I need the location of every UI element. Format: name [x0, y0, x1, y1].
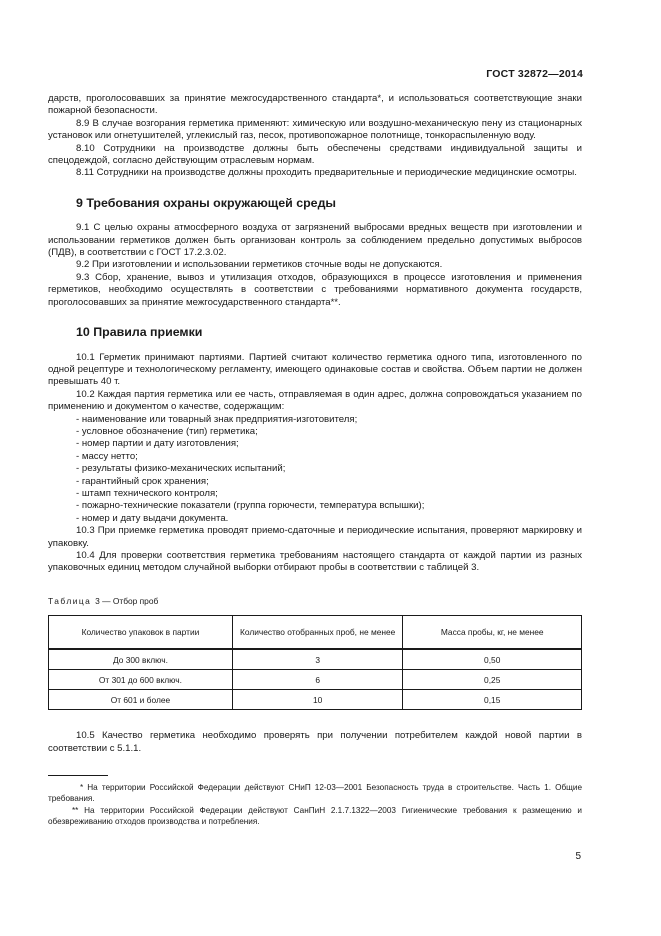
table-cell: 3: [232, 649, 403, 670]
paragraph: 9.3 Сбор, хранение, вывоз и утилизация отходов, образующихся в процессе изготовления и применения герметиков, необходимо осуществлять в соответствии с требованиями нормативного документа государств, проголосовавших за принятие межгосударственного стандарта**.: [48, 271, 582, 308]
page-number: 5: [575, 851, 581, 862]
paragraph: 8.10 Сотрудники на производстве должны быть обеспечены средствами индивидуальной защиты и спецодеждой, согласно действующим отраслевым нормам.: [48, 142, 582, 167]
table-cell: От 301 до 600 включ.: [49, 670, 233, 690]
paragraph: 9.2 При изготовлении и использовании герметиков сточные воды не допускаются.: [76, 259, 443, 271]
footnote: ** На территории Российской Федерации действуют СанПиН 2.1.7.1322—2003 Гигиенические требования к размещению и обезвреживанию отходов производства и потребления.: [48, 805, 582, 827]
footnote-divider: [48, 775, 108, 776]
table-row: [49, 649, 582, 670]
paragraph: 8.11 Сотрудники на производстве должны проходить предварительные и периодические медицинские осмотры.: [76, 167, 577, 179]
paragraph: 9.1 С целью охраны атмосферного воздуха от загрязнений выбросами вредных веществ при изготовлении и использовании герметиков должен быть организован контроль за соблюдением предельно допустимых выбросов (ПДВ), в соответствии с ГОСТ 17.2.3.02.: [48, 222, 582, 259]
list-item: - условное обозначение (тип) герметика;: [76, 425, 258, 437]
list-item: - пожарно-технические показатели (группа горючести, температура вспышки);: [76, 500, 425, 512]
table-header-cell: Масса пробы, кг, не менее: [403, 616, 582, 650]
list-item: - наименование или товарный знак предприятия-изготовителя;: [76, 413, 358, 425]
table-caption-label: Таблица: [48, 595, 92, 606]
table-cell: 0,50: [403, 649, 582, 670]
list-item: - штамп технического контроля;: [76, 487, 218, 499]
section-9-heading: 9 Требования охраны окружающей среды: [76, 195, 337, 210]
paragraph: 10.4 Для проверки соответствия герметика требованиям настоящего стандарта от каждой партии из разных упаковочных единиц методом случайной выборки отбирают пробы в соответствии с таблицей 3.: [48, 550, 582, 574]
table-cell: До 300 включ.: [49, 649, 233, 670]
sampling-table: [48, 615, 582, 710]
table-row: [49, 690, 582, 710]
list-item: - номер партии и дату изготовления;: [76, 438, 239, 450]
paragraph: 10.5 Качество герметика необходимо проверять при получении потребителем каждой новой партии в соответствии с 5.1.1.: [48, 730, 582, 754]
paragraph: 8.9 В случае возгорания герметика применяют: химическую или воздушно-механическую пену из стационарных установок или огнетушителей, углекислый газ, песок, противопожарное полотнище, тонкораспыленную воду.: [48, 117, 582, 142]
paragraph: 10.3 При приемке герметика проводят приемо-сдаточные и периодические испытания, проверяют маркировку и упаковку.: [48, 525, 582, 549]
footnote: * На территории Российской Федерации действуют СНиП 12-03—2001 Безопасность труда в строительстве. Часть 1. Общие требования.: [48, 783, 582, 804]
list-item: - гарантийный срок хранения;: [76, 475, 209, 487]
table-cell: 0,15: [403, 690, 582, 710]
table-cell: От 601 и более: [49, 690, 233, 710]
paragraph: 10.2 Каждая партия герметика или ее часть, отправляемая в один адрес, должна сопровождаться указанием по применению и документом о качестве, содержащим:: [48, 388, 582, 413]
table-cell: 0,25: [403, 670, 582, 690]
table-caption-title: 3 — Отбор проб: [95, 595, 159, 606]
standard-header: ГОСТ 32872—2014: [486, 68, 583, 80]
table-header-cell: Количество упаковок в партии: [49, 616, 233, 650]
list-item: - номер и дату выдачи документа.: [76, 512, 229, 524]
table-row: [49, 670, 582, 690]
table-cell: 6: [232, 670, 403, 690]
paragraph: 10.1 Герметик принимают партиями. Партией считают количество герметика одного типа, изготовленного по одной рецептуре и технологическому регламенту, имеющего одинаковые состав и свойства. Объем партии не должен превышать 40 т.: [48, 351, 582, 388]
paragraph: дарств, проголосовавших за принятие межгосударственного стандарта*, и использоваться соответствующие знаки пожарной безопасности.: [48, 93, 582, 117]
table-header-row: [49, 616, 582, 650]
table-cell: 10: [232, 690, 403, 710]
list-item: - результаты физико-механических испытаний;: [76, 463, 286, 475]
table-header-cell: Количество отобранных проб, не менее: [232, 616, 403, 650]
list-item: - массу нетто;: [76, 450, 138, 462]
table-caption: [48, 595, 582, 607]
page-content: [48, 93, 582, 828]
section-10-heading: 10 Правила приемки: [76, 325, 203, 340]
